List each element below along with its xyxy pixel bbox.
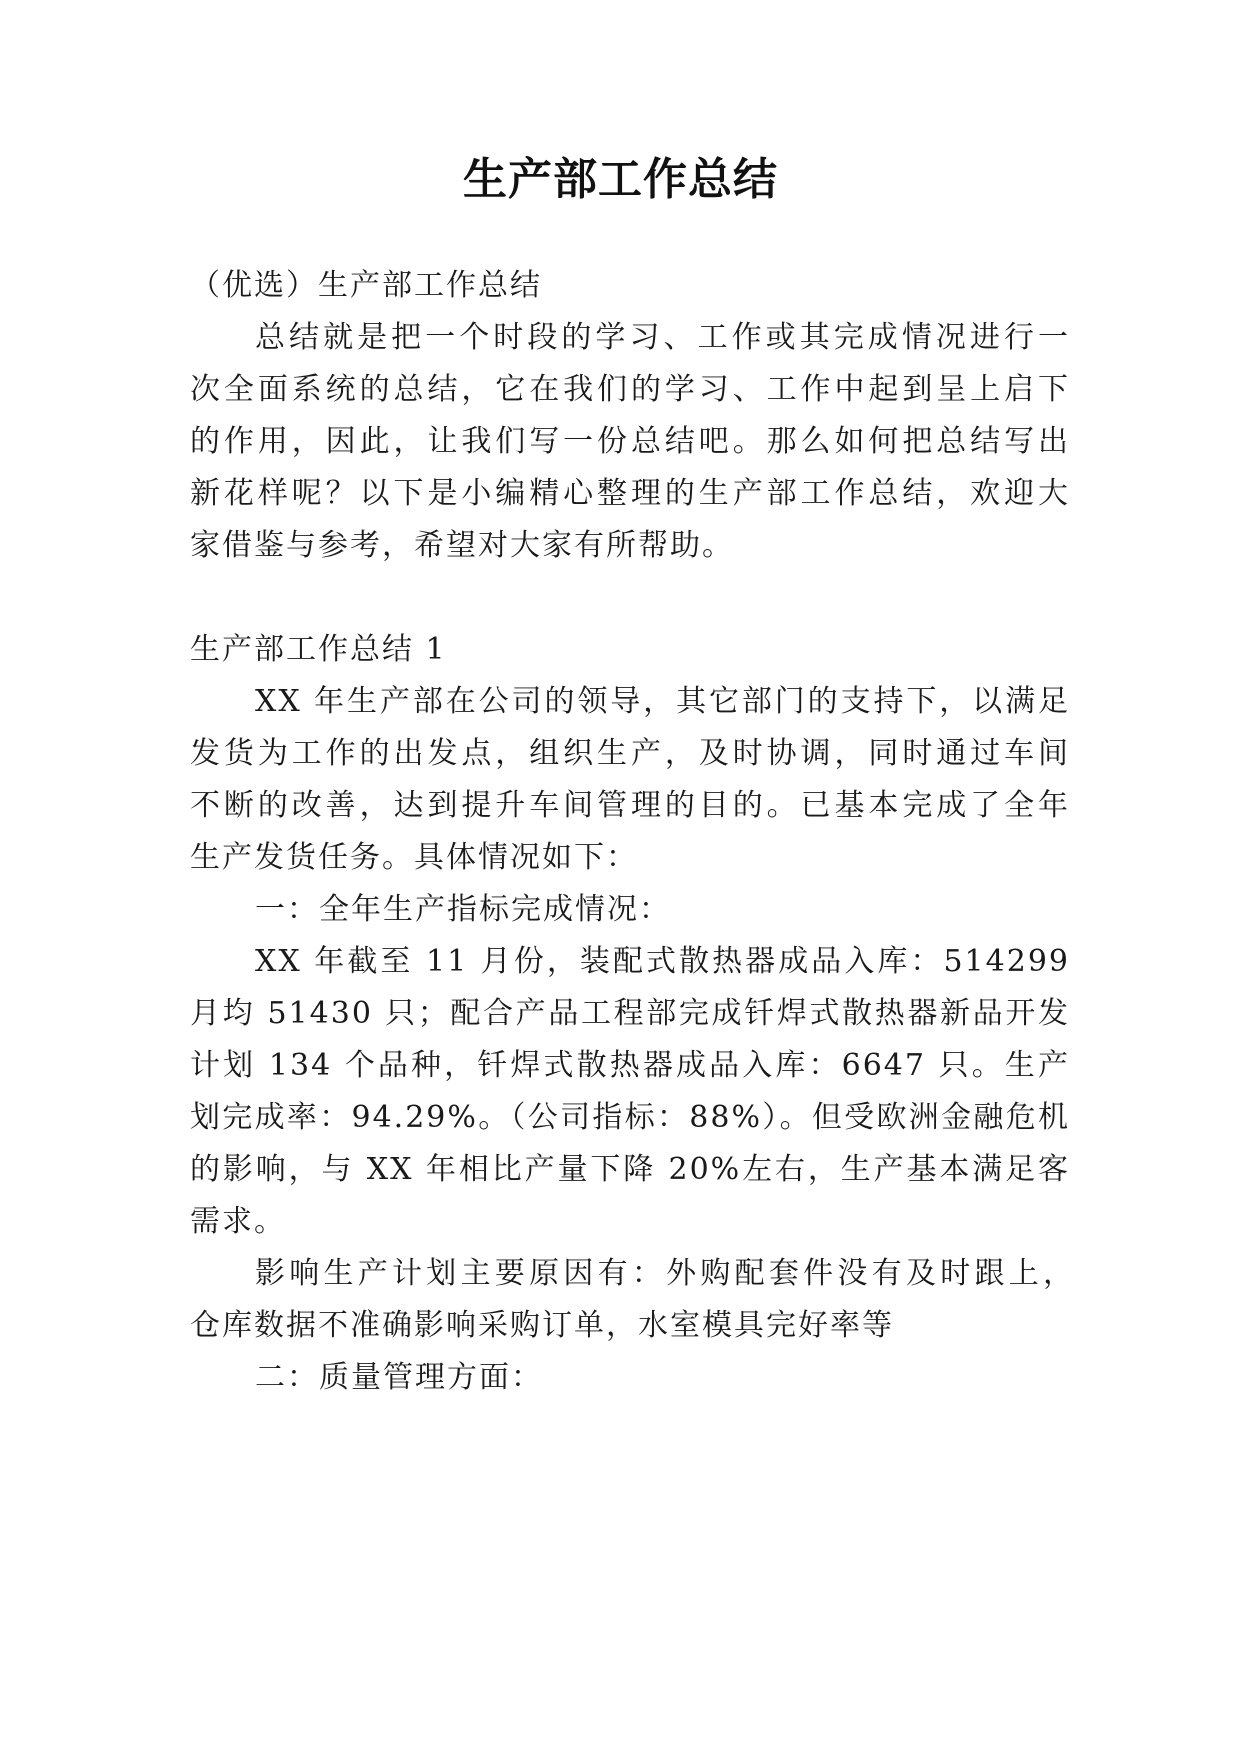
paragraph-line: XX 年截至 11 月份，装配式散热器成品入库：514299 [255,944,1070,979]
intro-line: 新花样呢？以下是小编精心整理的生产部工作总结，欢迎大 [190,476,1070,511]
paragraph-line: 的影响，与 XX 年相比产量下降 20%左右，生产基本满足客 [190,1152,1070,1187]
paragraph-line: XX 年生产部在公司的领导，其它部门的支持下，以满足 [255,684,1070,719]
document-subtitle: （优选）生产部工作总结 [190,268,542,303]
paragraph-line: 发货为工作的出发点，组织生产，及时协调，同时通过车间 [190,736,1070,771]
paragraph-line: 月均 51430 只；配合产品工程部完成钎焊式散热器新品开发 [190,996,1070,1031]
item-heading: 二：质量管理方面： [255,1360,543,1395]
paragraph-line: 不断的改善，达到提升车间管理的目的。已基本完成了全年 [190,788,1070,823]
paragraph-line: 划完成率：94.29%。（公司指标：88%）。但受欧洲金融危机 [190,1100,1070,1135]
intro-line: 家借鉴与参考，希望对大家有所帮助。 [190,528,734,563]
paragraph-line: 影响生产计划主要原因有：外购配套件没有及时跟上， [255,1256,1075,1291]
document-title: 生产部工作总结 [463,154,778,205]
intro-line: 总结就是把一个时段的学习、工作或其完成情况进行一 [255,320,1070,355]
section-heading: 生产部工作总结 1 [190,632,447,667]
paragraph-line: 生产发货任务。具体情况如下： [190,840,638,875]
item-heading: 一：全年生产指标完成情况： [255,892,671,927]
intro-line: 的作用，因此，让我们写一份总结吧。那么如何把总结写出 [190,424,1070,459]
paragraph-line: 仓库数据不准确影响采购订单，水室模具完好率等 [190,1308,894,1343]
intro-line: 次全面系统的总结，它在我们的学习、工作中起到呈上启下 [190,372,1070,407]
paragraph-line: 计划 134 个品种，钎焊式散热器成品入库：6647 只。生产 [190,1048,1070,1083]
paragraph-line: 需求。 [190,1204,286,1239]
